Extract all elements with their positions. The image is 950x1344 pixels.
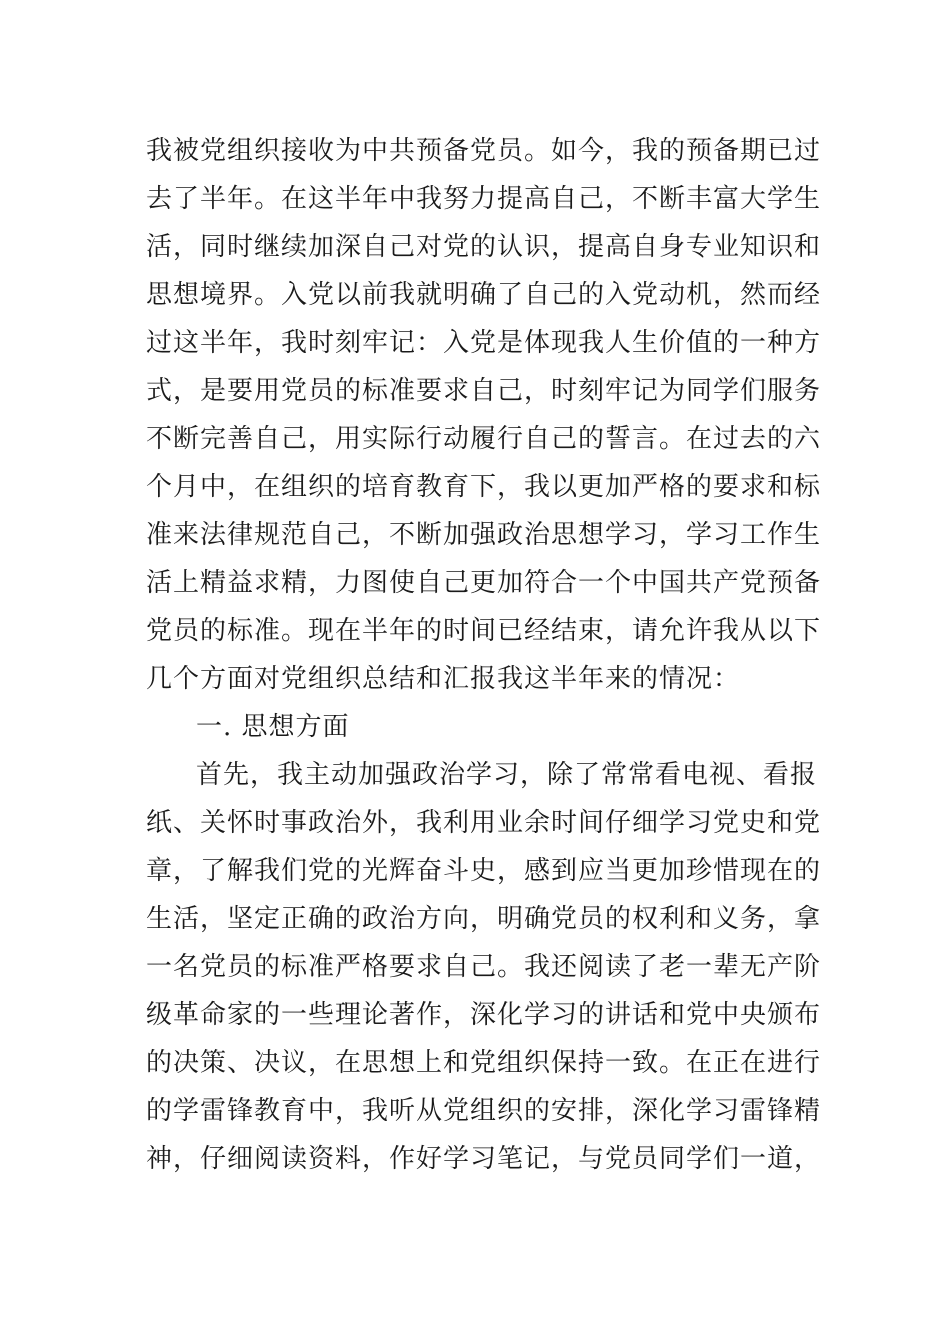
paragraph-line: 纸、关怀时事政治外，我利用业余时间仔细学习党史和党 bbox=[146, 808, 822, 838]
paragraph-line: 个月中，在组织的培育教育下，我以更加严格的要求和标 bbox=[146, 472, 822, 502]
paragraph-line: 去了半年。在这半年中我努力提高自己，不断丰富大学生 bbox=[146, 184, 822, 214]
paragraph-line: 过这半年，我时刻牢记：入党是体现我人生价值的一种方 bbox=[146, 328, 822, 358]
paragraph-line: 一名党员的标准严格要求自己。我还阅读了老一辈无产阶 bbox=[146, 952, 822, 982]
document-body bbox=[146, 127, 822, 1183]
paragraph-line: 首先，我主动加强政治学习，除了常常看电视、看报 bbox=[196, 760, 818, 790]
paragraph-line: 生活，坚定正确的政治方向，明确党员的权利和义务，拿 bbox=[146, 904, 822, 934]
paragraph-line: 神，仔细阅读资料，作好学习笔记，与党员同学们一道， bbox=[146, 1144, 822, 1174]
paragraph-line: 的学雷锋教育中，我听从党组织的安排，深化学习雷锋精 bbox=[146, 1096, 822, 1126]
paragraph-line: 几个方面对党组织总结和汇报我这半年来的情况： bbox=[146, 664, 741, 694]
paragraph-line: 式，是要用党员的标准要求自己，时刻牢记为同学们服务 bbox=[146, 376, 822, 406]
paragraph-line: 党员的标准。现在半年的时间已经结束，请允许我从以下 bbox=[146, 616, 822, 646]
paragraph-line: 级革命家的一些理论著作，深化学习的讲话和党中央颁布 bbox=[146, 1000, 822, 1030]
paragraph-line: 不断完善自己，用实际行动履行自己的誓言。在过去的六 bbox=[146, 424, 822, 454]
paragraph-line: 思想境界。入党以前我就明确了自己的入党动机，然而经 bbox=[146, 280, 822, 310]
paragraph-line: 活上精益求精，力图使自己更加符合一个中国共产党预备 bbox=[146, 568, 822, 598]
section-heading: 一. 思想方面 bbox=[196, 712, 350, 742]
paragraph-line: 准来法律规范自己，不断加强政治思想学习，学习工作生 bbox=[146, 520, 822, 550]
paragraph-line: 我被党组织接收为中共预备党员。如今，我的预备期已过 bbox=[146, 136, 822, 166]
paragraph-line: 的决策、决议，在思想上和党组织保持一致。在正在进行 bbox=[146, 1048, 822, 1078]
paragraph-line: 章，了解我们党的光辉奋斗史，感到应当更加珍惜现在的 bbox=[146, 856, 822, 886]
paragraph-line: 活，同时继续加深自己对党的认识，提高自身专业知识和 bbox=[146, 232, 822, 262]
